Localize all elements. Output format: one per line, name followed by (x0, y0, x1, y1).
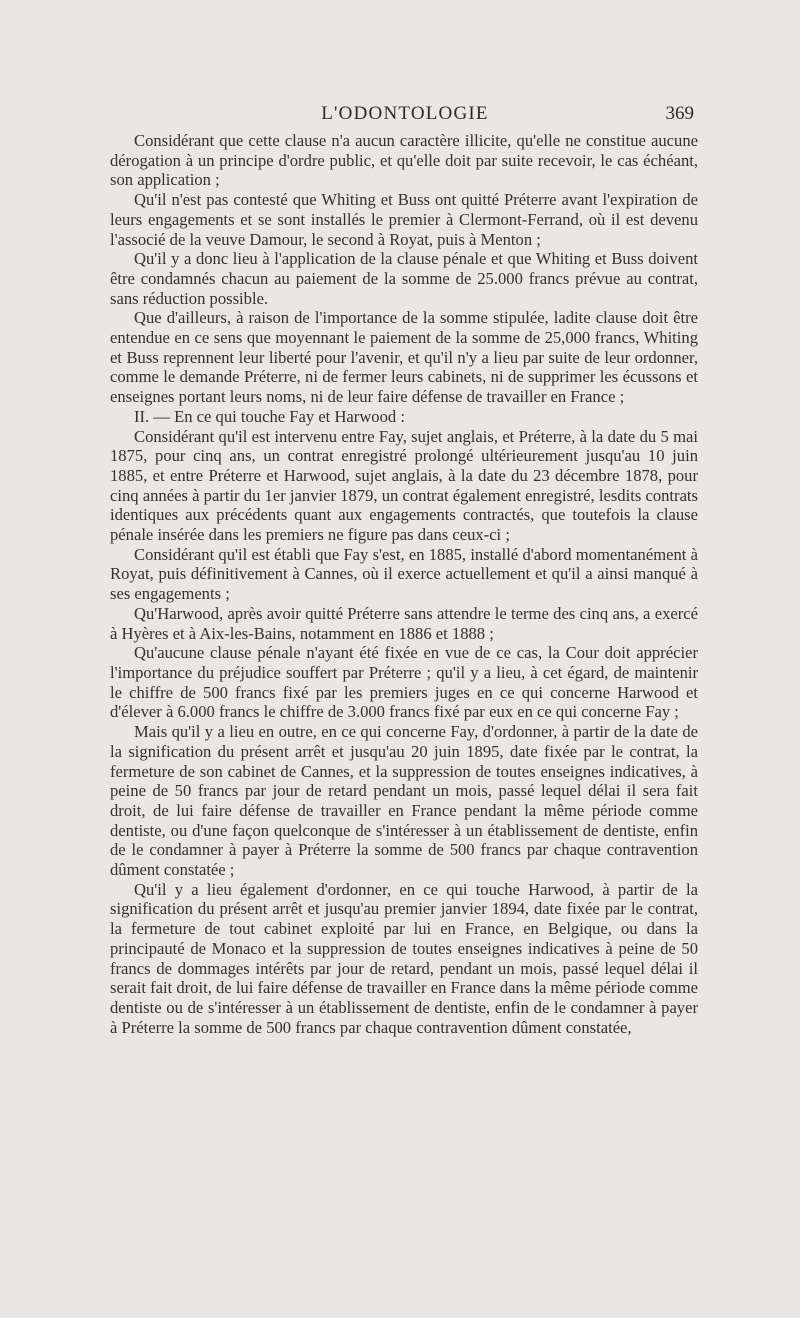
paragraph: Considérant que cette clause n'a aucun caractère illicite, qu'elle ne constitue aucune dérogation à un principe d'ordre public, et qu'elle doit par suite recevoir, le cas échéant, son application ; (110, 131, 698, 190)
body-text (110, 131, 698, 1037)
paragraph: Mais qu'il y a lieu en outre, en ce qui concerne Fay, d'ordonner, à partir de la date de la signification du présent arrêt et jusqu'au 20 juin 1895, date fixée par le contrat, la fermeture de son cabinet de Cannes, et la suppression de toutes enseignes indicatives, à peine de 50 francs par jour de retard pendant un mois, passé lequel délai il sera fait droit, de lui faire défense de travailler en France pendant la même période comme dentiste, ou d'une façon quelconque de s'intéresser à un établissement de dentiste, enfin de le condamner à payer à Préterre la somme de 500 francs par chaque contravention dûment constatée ; (110, 722, 698, 880)
running-title: L'ODONTOLOGIE (321, 103, 489, 124)
page-header (110, 103, 700, 127)
paragraph: Qu'il n'est pas contesté que Whiting et Buss ont quitté Préterre avant l'expiration de leurs engagements et se sont installés le premier à Clermont-Ferrand, où il est devenu l'associé de la veuve Damour, le second à Royat, puis à Menton ; (110, 190, 698, 249)
page-number: 369 (665, 103, 694, 124)
section-heading: II. — En ce qui touche Fay et Harwood : (134, 406, 405, 426)
paragraph: Qu'Harwood, après avoir quitté Préterre sans attendre le terme des cinq ans, a exercé à Hyères et à Aix-les-Bains, notamment en 1886 et 1888 ; (110, 603, 698, 643)
paragraph: Qu'aucune clause pénale n'ayant été fixée en vue de ce cas, la Cour doit apprécier l'importance du préjudice souffert par Préterre ; qu'il y a lieu, à cet égard, de maintenir le chiffre de 500 francs fixé par les premiers juges en ce qui concerne Harwood et d'élever à 6.000 francs le chiffre de 3.000 francs fixé par eux en ce qui concerne Fay ; (110, 643, 698, 722)
paragraph: Considérant qu'il est établi que Fay s'est, en 1885, installé d'abord momentanément à Royat, puis définitivement à Cannes, où il exerce actuellement et qu'il a ainsi manqué à ses engagements ; (110, 544, 698, 604)
paragraph: Qu'il y a lieu également d'ordonner, en ce qui touche Harwood, à partir de la signification du présent arrêt et jusqu'au premier janvier 1894, date fixée par le contrat, la fermeture de tout cabinet exploité par lui en France, en Belgique, ou dans la principauté de Monaco et la suppression de toutes enseignes indicatives à peine de 50 francs de dommages intérêts par jour de retard, pendant un mois, passé lequel délai il serait fait droit, de lui faire défense de travailler en France dans la même période comme dentiste ou de s'intéresser à un établissement de dentiste, enfin de le condamner à payer à Préterre la somme de 500 francs par chaque contravention dûment constatée, (110, 879, 698, 1037)
paragraph: Que d'ailleurs, à raison de l'importance de la somme stipulée, ladite clause doit être entendue en ce sens que moyennant le paiement de la somme de 25,000 francs, Whiting et Buss reprennent leur liberté pour l'avenir, et qu'il n'y a lieu par suite de leur ordonner, comme le demande Préterre, ni de fermer leurs cabinets, ni de supprimer les écussons et enseignes portant leurs noms, ni de leur faire défense de travailler en France ; (110, 308, 698, 407)
paragraph: Considérant qu'il est intervenu entre Fay, sujet anglais, et Préterre, à la date du 5 mai 1875, pour cinq ans, un contrat enregistré prolongé ultérieurement jusqu'au 10 juin 1885, et entre Préterre et Harwood, sujet anglais, à la date du 23 décembre 1878, pour cinq années à partir du 1er janvier 1879, un contrat également enregistré, lesdits contrats identiques aux précédents quant aux engagements contractés, que toutefois la clause pénale insérée dans les premiers ne figure pas dans ceux-ci ; (110, 426, 698, 545)
paragraph: Qu'il y a donc lieu à l'application de la clause pénale et que Whiting et Buss doivent être condamnés chacun au paiement de la somme de 25.000 francs prévue au contrat, sans réduction possible. (110, 249, 698, 308)
